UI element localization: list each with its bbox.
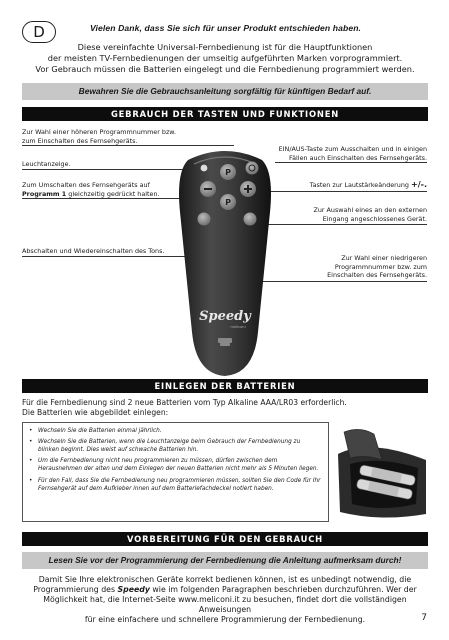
remote-control-illustration xyxy=(170,142,280,380)
battery-tip: • Wechseln Sie die Batterien, wenn die Leuchtanzeige beim Gebrauch der Fernbedienung zu blinken beginnt. Dies weist auf schwache Batterien hin. xyxy=(29,437,322,453)
page-number: 7 xyxy=(421,613,427,623)
section-heading-buttons: GEBRAUCH DER TASTEN UND FUNKTIONEN xyxy=(22,107,428,121)
leader-line xyxy=(268,224,427,225)
intro-line: Diese vereinfachte Universal-Fernbedienung ist für die Hauptfunktionen xyxy=(77,42,373,52)
label-program-up xyxy=(22,128,176,145)
label-text: Tasten zur Lautstärkeänderung xyxy=(309,181,409,189)
label-line: Zur Auswahl eines an den externen xyxy=(313,206,427,214)
power-button xyxy=(246,162,259,175)
text-part: Programmierung des xyxy=(33,585,118,594)
keep-manual-note: Bewahren Sie die Gebrauchsanleitung sorgfältig für künftigen Bedarf auf. xyxy=(22,83,428,100)
text-part: wie im folgenden Paragraphen beschrieben durchzuführen. Wer der xyxy=(149,585,417,594)
remote-brand-logo: Speedy xyxy=(199,309,251,324)
text-line xyxy=(20,585,430,595)
remote-maker-logo: meliconi xyxy=(230,325,246,329)
label-line: Zum Umschalten des Fernsehgeräts auf xyxy=(22,181,150,189)
language-badge: D xyxy=(22,21,56,43)
mute-button xyxy=(198,213,211,226)
leader-line xyxy=(275,162,427,163)
label-line: zum Einschalten des Fernsehgeräts. xyxy=(22,136,138,145)
label-program-1 xyxy=(22,181,160,198)
label-mute: Abschalten und Wiedereinschalten des Tons. xyxy=(22,247,165,255)
text-line: Die Batterien wie abgebildet einlegen: xyxy=(22,408,169,417)
leader-line xyxy=(260,191,427,192)
label-line: EIN/AUS-Taste zum Ausschalten und in einigen xyxy=(278,145,427,153)
label-line: Programmnummer bzw. zum xyxy=(334,262,427,271)
section-heading-preparation: VORBEREITUNG FÜR DEN GEBRAUCH xyxy=(22,532,428,546)
label-volume xyxy=(310,181,427,190)
label-led: Leuchtanzeige. xyxy=(22,160,71,168)
label-power xyxy=(279,145,427,162)
text-line: Für die Fernbedienung sind 2 neue Batterien vom Typ Alkaline AAA/LR03 erforderlich. xyxy=(22,398,347,407)
thanks-line: Vielen Dank, dass Sie sich für unser Produkt entschieden haben. xyxy=(90,23,362,33)
label-line: Zur Wahl einer höheren Programmnummer bzw. xyxy=(22,128,176,136)
battery-instructions xyxy=(22,398,442,418)
label-program-down xyxy=(327,254,427,280)
label-line xyxy=(22,190,160,199)
battery-tips-box xyxy=(22,422,329,522)
intro-paragraph xyxy=(20,42,430,75)
battery-compartment-illustration xyxy=(330,424,428,522)
battery-tip: • Wechseln Sie die Batterien einmal jährlich. xyxy=(29,426,322,434)
label-bold: Programm 1 xyxy=(22,189,67,198)
read-instructions-note: Lesen Sie vor der Programmierung der Fernbedienung die Anleitung aufmerksam durch! xyxy=(22,552,428,569)
battery-cover xyxy=(344,429,382,460)
label-line: Eingang angeschlossenes Gerät. xyxy=(322,214,427,223)
av-button xyxy=(244,213,257,226)
svg-text:P: P xyxy=(225,168,231,177)
label-rest: gleichzeitig gedrückt halten. xyxy=(66,189,160,198)
section-heading-batteries: EINLEGEN DER BATTERIEN xyxy=(22,379,428,393)
battery-tip: • Um die Fernbedienung nicht neu programmieren zu müssen, dürfen zwischen dem Herausnehmen der alten und dem Einlegen der neuen Batterien nicht mehr als 5 Minuten liegen. xyxy=(29,456,322,472)
intro-line: Vor Gebrauch müssen die Batterien eingelegt und die Fernbedienung programmiert werden. xyxy=(35,64,415,74)
battery-tip: • Für den Fall, dass Sie die Fernbedienung neu programmieren müssen, sollten Sie den Code für Ihr Fernsehgerät auf dem Aufkleber innen auf dem Batteriefachdeckel notiert haben. xyxy=(29,476,322,492)
label-line: Zur Wahl einer niedrigeren xyxy=(341,254,427,262)
svg-text:P: P xyxy=(225,198,231,207)
text-line: für eine einfachere und schnellere Programmierung der Fernbedienung. xyxy=(84,615,366,624)
label-line: Fällen auch Einschalten des Fernsehgeräts. xyxy=(289,153,427,162)
label-av-input xyxy=(313,206,427,223)
intro-line: der meisten TV-Fernbedienungen der umseitig aufgeführten Marken vorprogrammiert. xyxy=(47,53,403,63)
label-line: Einschalten des Fernsehgeräts. xyxy=(327,271,427,279)
closing-paragraph xyxy=(20,575,430,625)
text-line: Damit Sie Ihre elektronischen Geräte korrekt bedienen können, ist es unbedingt notwendig, die xyxy=(38,575,412,584)
text-line: Möglichkeit hat, die Internet-Seite www.meliconi.it zu besuchen, findet dort die vollständigen Anweisungen xyxy=(43,595,407,614)
label-line xyxy=(310,181,427,190)
led-indicator xyxy=(201,165,208,172)
product-name: Speedy xyxy=(117,585,150,594)
label-sign: +/-. xyxy=(411,180,427,189)
